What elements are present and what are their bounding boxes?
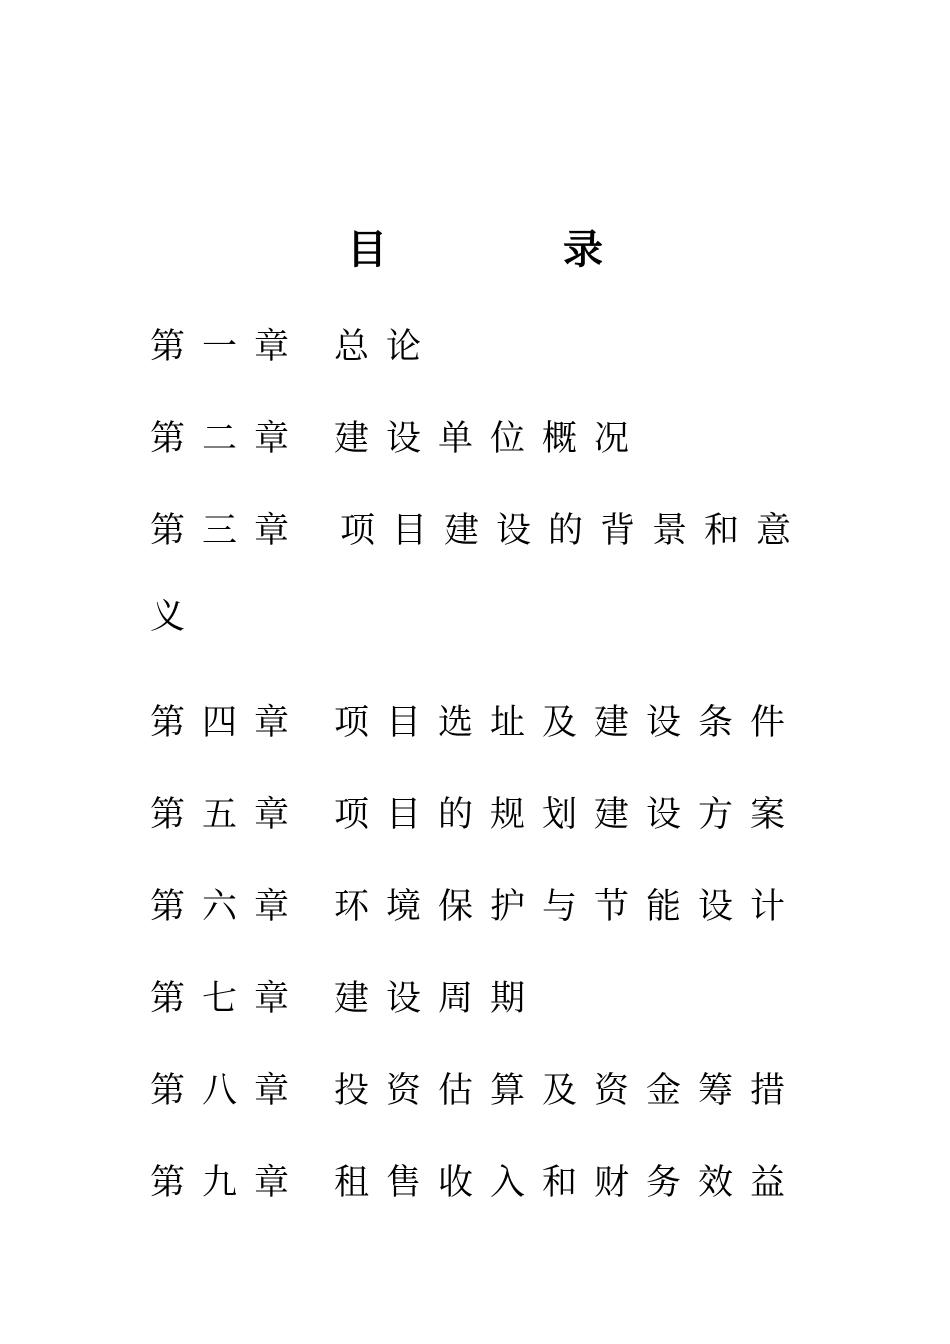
chapter-title: 建设周期 [334,979,543,1019]
toc-entry [150,970,810,1028]
toc-entry [150,410,810,468]
toc-list [150,318,810,1246]
toc-entry [150,786,810,844]
chapter-title: 投资估算及资金筹措 [334,1071,803,1111]
chapter-number: 第三章 [150,511,307,551]
chapter-title: 项目的规划建设方案 [334,795,803,835]
chapter-title: 环境保护与节能设计 [334,887,803,927]
toc-entry [150,502,810,660]
chapter-title: 总论 [334,327,439,367]
toc-entry [150,878,810,936]
toc-entry [150,694,810,752]
chapter-number: 第五章 [150,795,307,835]
wrapped-entry [150,488,810,660]
toc-entry [150,1154,810,1212]
toc-entry [150,318,810,376]
chapter-title: 建设单位概况 [334,419,647,459]
chapter-number: 第六章 [150,887,307,927]
chapter-number: 第九章 [150,1163,307,1203]
chapter-number: 第一章 [150,327,307,367]
chapter-number: 第二章 [150,419,307,459]
chapter-number: 第七章 [150,979,307,1019]
toc-title: 目 录 [347,226,671,273]
chapter-title: 项目建设的背景和意义 [150,511,809,637]
chapter-number: 第八章 [150,1071,307,1111]
chapter-title: 租售收入和财务效益 [334,1163,803,1203]
chapter-number: 第四章 [150,703,307,743]
toc-entry [150,1062,810,1120]
chapter-title: 项目选址及建设条件 [334,703,803,743]
